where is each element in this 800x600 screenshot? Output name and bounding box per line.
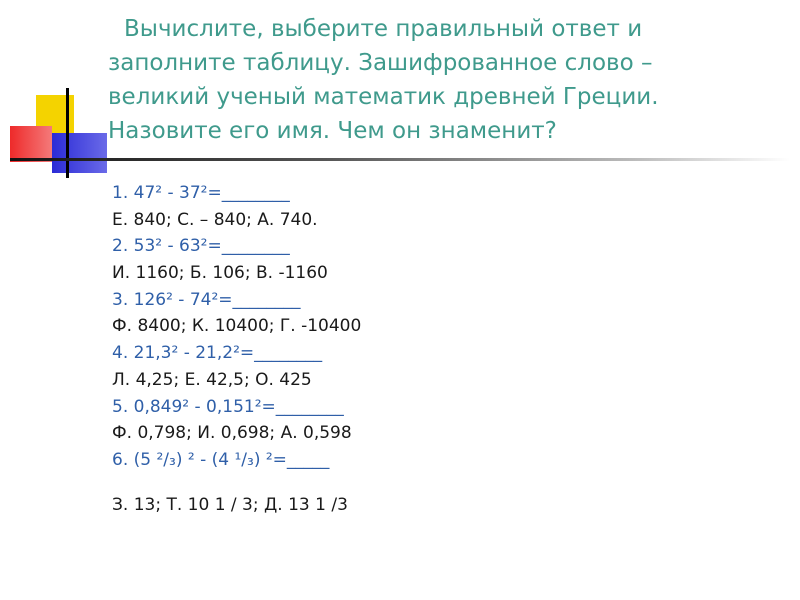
problem-3-answers: Ф. 8400; К. 10400; Г. -10400 xyxy=(112,316,362,337)
horizontal-line-decoration xyxy=(10,158,790,161)
problem-3-question: 3. 126² - 74²=________ xyxy=(112,289,301,310)
problem-2-answers: И. 1160; Б. 106; В. -1160 xyxy=(112,263,328,284)
title-line-2: заполните таблицу. Зашифрованное слово – xyxy=(108,50,653,76)
problem-6-answers: З. 13; Т. 10 1 / 3; Д. 13 1 /3 xyxy=(112,494,348,515)
problem-2-question: 2. 53² - 63²=________ xyxy=(112,236,290,257)
problem-6-question: 6. (5 ²/₃) ² - (4 ¹/₃) ²=_____ xyxy=(112,449,330,470)
title-line-3: великий ученый математик древней Греции. xyxy=(108,84,659,110)
problem-5-question: 5. 0,849² - 0,151²=________ xyxy=(112,396,344,417)
spacer xyxy=(112,474,712,492)
problem-list xyxy=(112,180,712,518)
problem-4-question: 4. 21,3² - 21,2²=________ xyxy=(112,343,323,364)
title-line-1: Вычислите, выберите правильный ответ и xyxy=(124,16,643,42)
red-square-decoration xyxy=(10,126,52,162)
problem-5-answers: Ф. 0,798; И. 0,698; А. 0,598 xyxy=(112,423,352,444)
problem-4-answers: Л. 4,25; Е. 42,5; О. 425 xyxy=(112,369,312,390)
title-line-4: Назовите его имя. Чем он знаменит? xyxy=(108,118,557,144)
blue-square-decoration xyxy=(52,133,107,173)
vertical-line-decoration xyxy=(66,88,69,178)
slide-title xyxy=(108,12,748,148)
problem-1-answers: Е. 840; С. – 840; А. 740. xyxy=(112,209,318,230)
problem-1-question: 1. 47² - 37²=________ xyxy=(112,183,290,203)
